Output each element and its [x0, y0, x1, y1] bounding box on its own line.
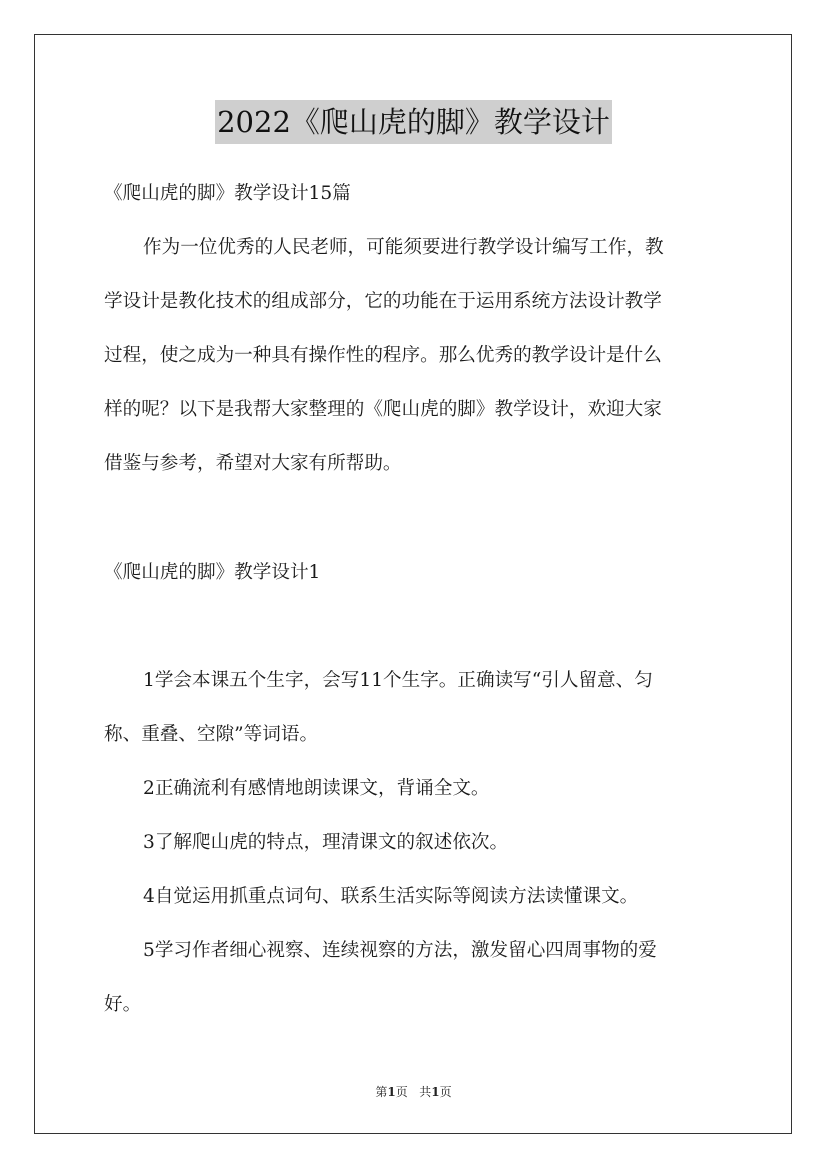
section-heading: 《爬山虎的脚》教学设计1	[104, 562, 321, 583]
objective-line: 1学会本课五个生字，会写11个生字。正确读写“引人留意、匀	[143, 670, 653, 691]
intro-line: 过程，使之成为一种具有操作性的程序。那么优秀的教学设计是什么	[104, 345, 662, 366]
intro-line: 作为一位优秀的人民老师，可能须要进行教学设计编写工作，教	[143, 237, 664, 258]
intro-line: 样的呢？以下是我帮大家整理的《爬山虎的脚》教学设计，欢迎大家	[104, 399, 662, 420]
objective-line: 2正确流利有感情地朗读课文，背诵全文。	[143, 778, 490, 799]
total-suffix: 页	[439, 1085, 452, 1099]
page-current: 1	[387, 1085, 396, 1099]
total-prefix: 共	[419, 1085, 432, 1099]
page-footer	[0, 1084, 827, 1100]
document-title: 2022《爬山虎的脚》教学设计	[215, 100, 612, 144]
objective-line: 好。	[104, 994, 142, 1015]
objective-line: 5学习作者细心视察、连续视察的方法，激发留心四周事物的爱	[143, 940, 657, 961]
objective-line: 4自觉运用抓重点词句、联系生活实际等阅读方法读懂课文。	[143, 886, 639, 907]
page-prefix: 第	[375, 1085, 388, 1099]
objective-line: 3了解爬山虎的特点，理清课文的叙述依次。	[143, 832, 509, 853]
title-container	[0, 100, 827, 144]
page-suffix: 页	[395, 1085, 408, 1099]
document-subtitle: 《爬山虎的脚》教学设计15篇	[104, 183, 351, 204]
intro-line: 学设计是教化技术的组成部分，它的功能在于运用系统方法设计教学	[104, 291, 662, 312]
intro-line: 借鉴与参考，希望对大家有所帮助。	[104, 453, 402, 474]
objective-line: 称、重叠、空隙”等词语。	[104, 724, 319, 745]
page-total: 1	[431, 1085, 440, 1099]
